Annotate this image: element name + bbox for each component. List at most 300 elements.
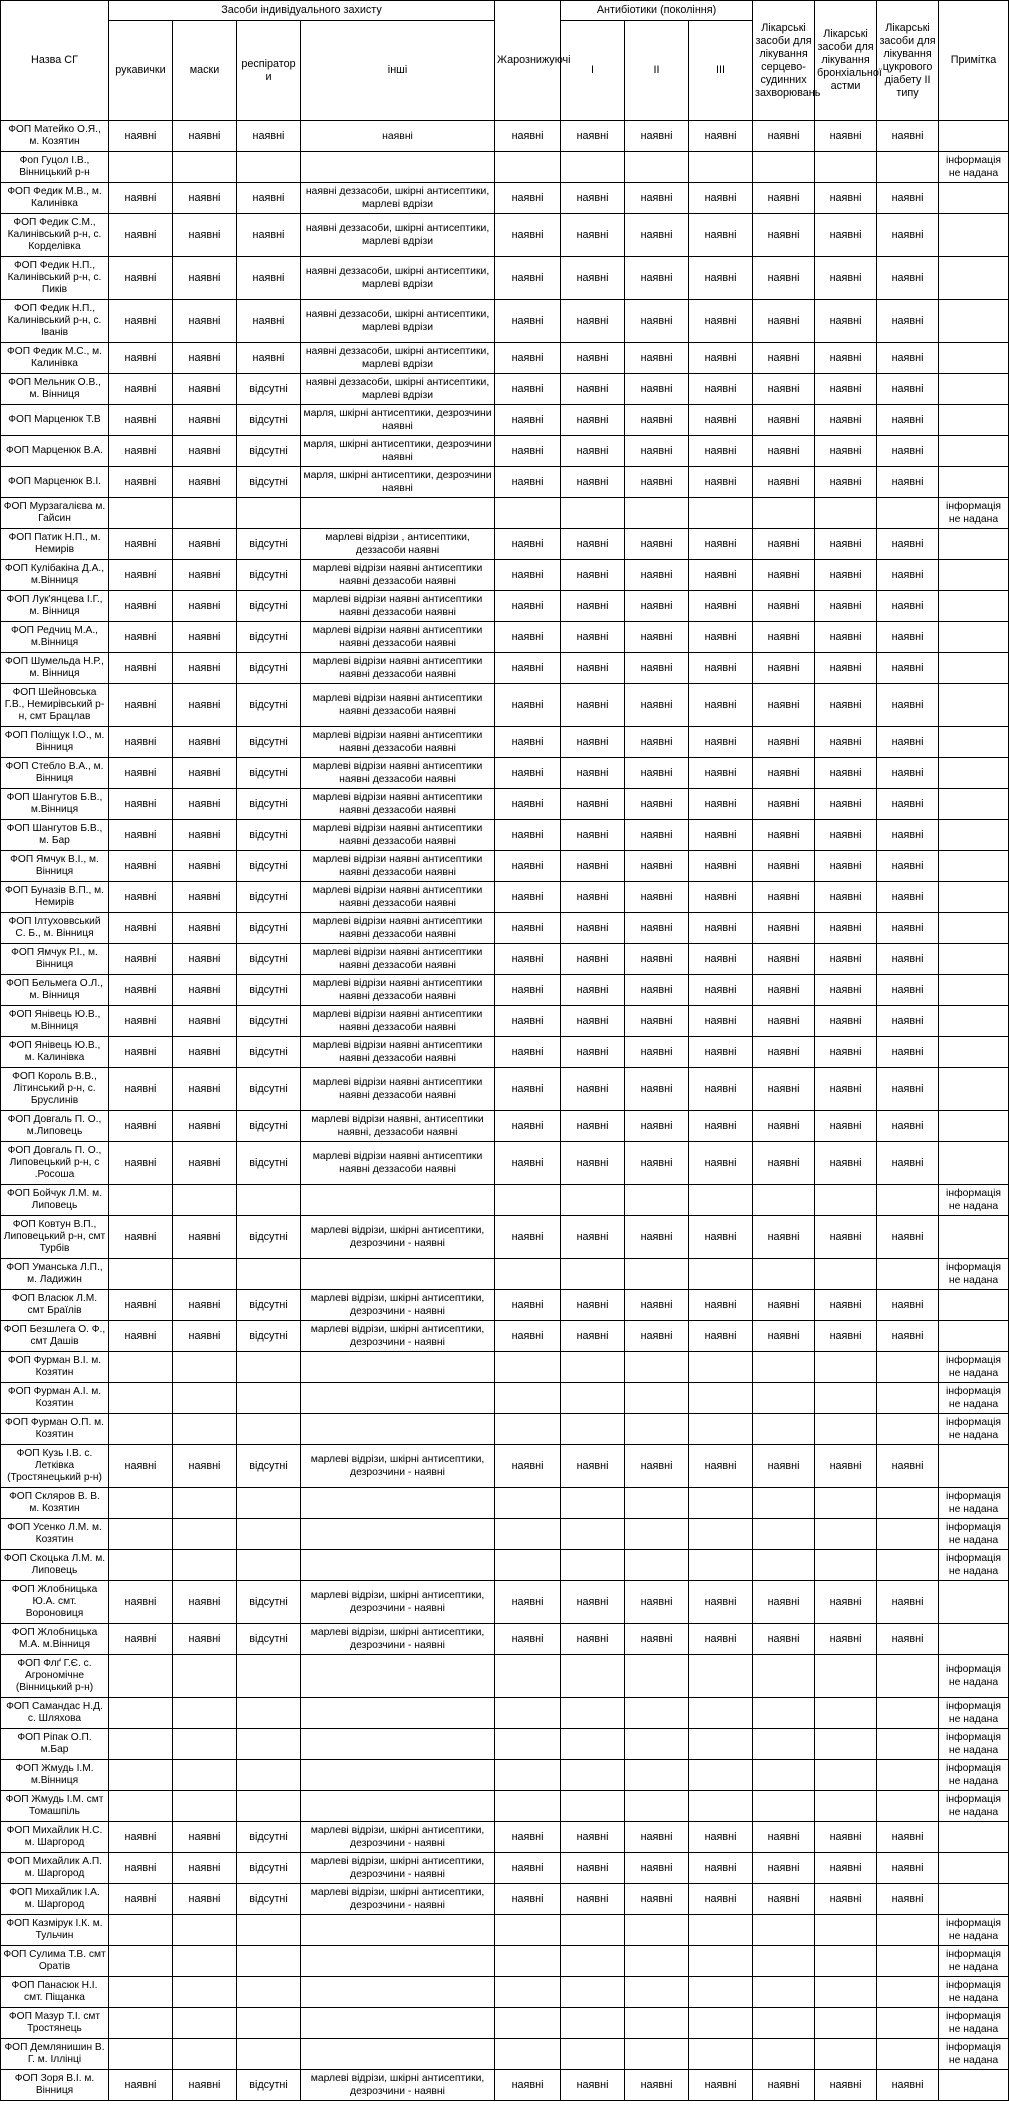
cell-other: наявні деззасоби, шкірні антисептики, марлеві вдрізи — [301, 374, 495, 405]
cell-cardio: наявні — [753, 653, 815, 684]
cell-antibiotics-3 — [689, 2008, 753, 2039]
cell-respirators — [237, 1185, 301, 1216]
cell-antipyretic — [495, 1185, 561, 1216]
cell-antibiotics-1 — [561, 498, 625, 529]
cell-respirators — [237, 1550, 301, 1581]
cell-other — [301, 1915, 495, 1946]
cell-antibiotics-2: наявні — [625, 2070, 689, 2101]
cell-diabetes: наявні — [877, 374, 939, 405]
cell-asthma: наявні — [815, 300, 877, 343]
cell-asthma — [815, 1550, 877, 1581]
cell-asthma: наявні — [815, 1445, 877, 1488]
cell-antibiotics-1: наявні — [561, 789, 625, 820]
cell-respirators: відсутні — [237, 684, 301, 727]
cell-antibiotics-2: наявні — [625, 1445, 689, 1488]
cell-gloves: наявні — [109, 1853, 173, 1884]
table-row — [1, 1655, 1009, 1698]
table-row — [1, 944, 1009, 975]
cell-diabetes: наявні — [877, 789, 939, 820]
row-name: ФОП Зоря В.І. м. Вінниця — [1, 2070, 109, 2101]
cell-antibiotics-2 — [625, 1185, 689, 1216]
cell-masks: наявні — [173, 1822, 237, 1853]
cell-respirators: наявні — [237, 214, 301, 257]
cell-respirators: відсутні — [237, 1884, 301, 1915]
cell-masks: наявні — [173, 405, 237, 436]
cell-antibiotics-1: наявні — [561, 1853, 625, 1884]
cell-cardio — [753, 1655, 815, 1698]
cell-note: інформація не надана — [939, 2039, 1009, 2070]
cell-note — [939, 560, 1009, 591]
cell-antipyretic: наявні — [495, 1321, 561, 1352]
cell-gloves: наявні — [109, 913, 173, 944]
cell-other — [301, 1977, 495, 2008]
cell-gloves — [109, 1550, 173, 1581]
cell-antibiotics-1 — [561, 1946, 625, 1977]
cell-respirators: відсутні — [237, 374, 301, 405]
cell-gloves — [109, 1259, 173, 1290]
cell-masks: наявні — [173, 851, 237, 882]
cell-antibiotics-3: наявні — [689, 653, 753, 684]
cell-cardio — [753, 1760, 815, 1791]
row-name: ФОП Ковтун В.П., Липовецький р-н, смт Турбів — [1, 1216, 109, 1259]
cell-antipyretic — [495, 498, 561, 529]
cell-antibiotics-1: наявні — [561, 121, 625, 152]
cell-gloves: наявні — [109, 257, 173, 300]
cell-antibiotics-1: наявні — [561, 1111, 625, 1142]
cell-note — [939, 789, 1009, 820]
cell-note — [939, 684, 1009, 727]
cell-masks — [173, 1655, 237, 1698]
cell-cardio — [753, 1729, 815, 1760]
cell-diabetes: наявні — [877, 1037, 939, 1068]
cell-asthma: наявні — [815, 975, 877, 1006]
cell-antibiotics-2: наявні — [625, 300, 689, 343]
cell-cardio: наявні — [753, 1884, 815, 1915]
cell-respirators — [237, 1915, 301, 1946]
cell-note — [939, 882, 1009, 913]
cell-asthma: наявні — [815, 1321, 877, 1352]
cell-asthma: наявні — [815, 405, 877, 436]
cell-antibiotics-3: наявні — [689, 374, 753, 405]
table-row — [1, 591, 1009, 622]
cell-gloves: наявні — [109, 882, 173, 913]
cell-gloves: наявні — [109, 214, 173, 257]
table-row — [1, 1946, 1009, 1977]
row-name: ФОП Марценюк В.А. — [1, 436, 109, 467]
cell-asthma — [815, 1488, 877, 1519]
cell-antibiotics-2: наявні — [625, 684, 689, 727]
cell-antibiotics-2: наявні — [625, 820, 689, 851]
cell-respirators — [237, 2039, 301, 2070]
cell-antibiotics-3: наявні — [689, 343, 753, 374]
cell-antibiotics-3 — [689, 498, 753, 529]
cell-antibiotics-1: наявні — [561, 405, 625, 436]
cell-respirators — [237, 1488, 301, 1519]
table-row — [1, 1884, 1009, 1915]
cell-masks: наявні — [173, 436, 237, 467]
cell-masks: наявні — [173, 913, 237, 944]
cell-antipyretic: наявні — [495, 257, 561, 300]
table-row — [1, 1519, 1009, 1550]
cell-respirators — [237, 1352, 301, 1383]
cell-respirators: відсутні — [237, 405, 301, 436]
cell-diabetes — [877, 2008, 939, 2039]
cell-diabetes: наявні — [877, 684, 939, 727]
table-row — [1, 183, 1009, 214]
cell-note — [939, 436, 1009, 467]
cell-antibiotics-3: наявні — [689, 1111, 753, 1142]
cell-asthma: наявні — [815, 653, 877, 684]
cell-respirators — [237, 1414, 301, 1445]
cell-asthma — [815, 2039, 877, 2070]
cell-note: інформація не надана — [939, 1729, 1009, 1760]
cell-note: інформація не надана — [939, 1259, 1009, 1290]
header-asthma: Лікарські засоби для лікування бронхіальної астми — [815, 1, 877, 121]
cell-gloves — [109, 1352, 173, 1383]
cell-antibiotics-3: наявні — [689, 1321, 753, 1352]
cell-masks — [173, 1519, 237, 1550]
cell-diabetes — [877, 1550, 939, 1581]
table-row — [1, 1550, 1009, 1581]
cell-diabetes: наявні — [877, 1853, 939, 1884]
cell-asthma: наявні — [815, 467, 877, 498]
cell-note: інформація не надана — [939, 1352, 1009, 1383]
cell-antibiotics-3 — [689, 1915, 753, 1946]
cell-antibiotics-1: наявні — [561, 653, 625, 684]
cell-other: марлеві відрізи, шкірні антисептики, дезрозчини - наявні — [301, 1216, 495, 1259]
cell-gloves: наявні — [109, 560, 173, 591]
cell-antibiotics-1 — [561, 152, 625, 183]
cell-antibiotics-1: наявні — [561, 2070, 625, 2101]
cell-antibiotics-3 — [689, 1729, 753, 1760]
cell-antibiotics-2 — [625, 152, 689, 183]
cell-note — [939, 913, 1009, 944]
cell-gloves: наявні — [109, 653, 173, 684]
row-name: ФОП Власюк Л.М. смт Браїлів — [1, 1290, 109, 1321]
table-row — [1, 1037, 1009, 1068]
cell-other: марлеві відрізи наявні антисептики наявні деззасоби наявні — [301, 944, 495, 975]
cell-antipyretic — [495, 1259, 561, 1290]
cell-diabetes: наявні — [877, 1111, 939, 1142]
cell-antibiotics-2: наявні — [625, 944, 689, 975]
cell-antibiotics-1 — [561, 1915, 625, 1946]
cell-respirators: відсутні — [237, 851, 301, 882]
cell-respirators: відсутні — [237, 1142, 301, 1185]
cell-note — [939, 300, 1009, 343]
cell-antibiotics-1: наявні — [561, 684, 625, 727]
cell-diabetes: наявні — [877, 436, 939, 467]
cell-antibiotics-1 — [561, 2039, 625, 2070]
cell-antipyretic: наявні — [495, 1884, 561, 1915]
cell-antibiotics-3: наявні — [689, 436, 753, 467]
cell-respirators: відсутні — [237, 529, 301, 560]
cell-asthma — [815, 1185, 877, 1216]
row-name: ФОП Шейновська Г.В., Немирівський р-н, смт Брацлав — [1, 684, 109, 727]
cell-masks: наявні — [173, 944, 237, 975]
row-name: ФОП Флґ Г.Є. с. Агрономічне (Вінницький р-н) — [1, 1655, 109, 1698]
cell-antibiotics-3: наявні — [689, 1290, 753, 1321]
cell-masks: наявні — [173, 1884, 237, 1915]
cell-cardio — [753, 1259, 815, 1290]
cell-antipyretic: наявні — [495, 789, 561, 820]
cell-note: інформація не надана — [939, 1760, 1009, 1791]
cell-cardio: наявні — [753, 1822, 815, 1853]
cell-antibiotics-1: наявні — [561, 1321, 625, 1352]
cell-antibiotics-2: наявні — [625, 1068, 689, 1111]
cell-masks: наявні — [173, 1142, 237, 1185]
row-name: ФОП Мурзагалієва м. Гайсин — [1, 498, 109, 529]
cell-other: марлеві відрізи , антисептики, деззасоби наявні — [301, 529, 495, 560]
cell-antibiotics-1: наявні — [561, 214, 625, 257]
cell-respirators — [237, 498, 301, 529]
row-name: ФОП Михайлик Н.С. м. Шаргород — [1, 1822, 109, 1853]
cell-respirators: відсутні — [237, 1290, 301, 1321]
cell-masks — [173, 1383, 237, 1414]
cell-other: марлеві відрізи, шкірні антисептики, дезрозчини - наявні — [301, 1884, 495, 1915]
cell-cardio: наявні — [753, 467, 815, 498]
cell-other: марля, шкірні антисептики, дезрозчини наявні — [301, 405, 495, 436]
cell-antibiotics-3: наявні — [689, 1884, 753, 1915]
cell-antibiotics-2: наявні — [625, 789, 689, 820]
cell-asthma: наявні — [815, 622, 877, 653]
cell-cardio: наявні — [753, 374, 815, 405]
table-row — [1, 1445, 1009, 1488]
cell-antipyretic: наявні — [495, 1006, 561, 1037]
row-name: ФОП Жлобницька Ю.А. смт. Вороновиця — [1, 1581, 109, 1624]
cell-cardio: наявні — [753, 789, 815, 820]
cell-note: інформація не надана — [939, 1185, 1009, 1216]
header-note: Примітка — [939, 1, 1009, 121]
cell-cardio: наявні — [753, 257, 815, 300]
cell-antibiotics-2: наявні — [625, 591, 689, 622]
cell-other: марлеві відрізи, шкірні антисептики, дезрозчини - наявні — [301, 1290, 495, 1321]
table-row — [1, 257, 1009, 300]
cell-asthma: наявні — [815, 1884, 877, 1915]
cell-gloves — [109, 2039, 173, 2070]
cell-asthma — [815, 1259, 877, 1290]
cell-antibiotics-1: наявні — [561, 882, 625, 913]
cell-other — [301, 1946, 495, 1977]
cell-gloves — [109, 1915, 173, 1946]
cell-note: інформація не надана — [939, 1977, 1009, 2008]
cell-other — [301, 1698, 495, 1729]
cell-other: марлеві відрізи наявні антисептики наявні деззасоби наявні — [301, 913, 495, 944]
cell-cardio: наявні — [753, 975, 815, 1006]
cell-antibiotics-2: наявні — [625, 1884, 689, 1915]
cell-cardio — [753, 1698, 815, 1729]
cell-antibiotics-3: наявні — [689, 727, 753, 758]
cell-antipyretic: наявні — [495, 727, 561, 758]
cell-antibiotics-2 — [625, 1352, 689, 1383]
row-name: ФОП Поліщук І.О., м. Вінниця — [1, 727, 109, 758]
cell-note — [939, 944, 1009, 975]
cell-respirators: відсутні — [237, 622, 301, 653]
row-name: ФОП Кузь І.В. с. Летківка (Тростянецький р-н) — [1, 1445, 109, 1488]
cell-respirators: відсутні — [237, 758, 301, 789]
cell-asthma — [815, 1791, 877, 1822]
cell-respirators — [237, 1519, 301, 1550]
cell-cardio — [753, 1519, 815, 1550]
cell-respirators: відсутні — [237, 560, 301, 591]
table-row — [1, 1488, 1009, 1519]
cell-gloves — [109, 1729, 173, 1760]
row-name: ФОП Панасюк Н.І. смт. Піщанка — [1, 1977, 109, 2008]
cell-antibiotics-3 — [689, 1791, 753, 1822]
cell-antibiotics-3 — [689, 1352, 753, 1383]
table-row — [1, 851, 1009, 882]
cell-cardio: наявні — [753, 1006, 815, 1037]
row-name: ФОП Федик С.М., Калинівський р-н, с. Корделівка — [1, 214, 109, 257]
cell-asthma: наявні — [815, 591, 877, 622]
cell-diabetes: наявні — [877, 183, 939, 214]
cell-antibiotics-2: наявні — [625, 622, 689, 653]
row-name: ФОП Фурман В.І. м. Козятин — [1, 1352, 109, 1383]
cell-diabetes — [877, 1729, 939, 1760]
cell-antibiotics-3 — [689, 1698, 753, 1729]
cell-antipyretic — [495, 1488, 561, 1519]
cell-diabetes: наявні — [877, 727, 939, 758]
cell-other: наявні деззасоби, шкірні антисептики, марлеві вдрізи — [301, 343, 495, 374]
cell-diabetes: наявні — [877, 300, 939, 343]
cell-diabetes: наявні — [877, 214, 939, 257]
cell-gloves — [109, 1760, 173, 1791]
cell-gloves: наявні — [109, 975, 173, 1006]
cell-antipyretic: наявні — [495, 343, 561, 374]
cell-antibiotics-2: наявні — [625, 1142, 689, 1185]
cell-antibiotics-1: наявні — [561, 436, 625, 467]
cell-diabetes: наявні — [877, 820, 939, 851]
cell-antipyretic: наявні — [495, 1037, 561, 1068]
cell-antipyretic — [495, 1915, 561, 1946]
cell-gloves: наявні — [109, 343, 173, 374]
cell-other — [301, 1655, 495, 1698]
table-row — [1, 1760, 1009, 1791]
cell-asthma — [815, 1977, 877, 2008]
cell-gloves: наявні — [109, 1216, 173, 1259]
header-ppe-group: Засоби індивідуального захисту — [109, 1, 495, 21]
cell-cardio: наявні — [753, 1290, 815, 1321]
cell-masks: наявні — [173, 2070, 237, 2101]
cell-cardio — [753, 152, 815, 183]
cell-respirators: відсутні — [237, 975, 301, 1006]
cell-asthma: наявні — [815, 2070, 877, 2101]
cell-antibiotics-1 — [561, 1698, 625, 1729]
cell-masks — [173, 2008, 237, 2039]
table-row — [1, 758, 1009, 789]
cell-masks: наявні — [173, 467, 237, 498]
table-row — [1, 1729, 1009, 1760]
cell-note: інформація не надана — [939, 1655, 1009, 1698]
cell-antibiotics-3: наявні — [689, 1216, 753, 1259]
row-name: ФОП Король В.В., Літинський р-н, с. Бруслинів — [1, 1068, 109, 1111]
cell-antibiotics-2: наявні — [625, 851, 689, 882]
cell-gloves: наявні — [109, 1624, 173, 1655]
cell-antibiotics-1: наявні — [561, 343, 625, 374]
cell-masks — [173, 498, 237, 529]
cell-diabetes: наявні — [877, 1068, 939, 1111]
cell-asthma — [815, 1414, 877, 1445]
cell-antibiotics-1: наявні — [561, 758, 625, 789]
cell-diabetes: наявні — [877, 851, 939, 882]
cell-respirators: відсутні — [237, 727, 301, 758]
cell-other — [301, 1414, 495, 1445]
cell-note: інформація не надана — [939, 2008, 1009, 2039]
cell-other: наявні деззасоби, шкірні антисептики, марлеві вдрізи — [301, 257, 495, 300]
cell-antipyretic: наявні — [495, 684, 561, 727]
cell-gloves — [109, 1383, 173, 1414]
cell-note — [939, 467, 1009, 498]
cell-cardio: наявні — [753, 684, 815, 727]
cell-masks — [173, 1698, 237, 1729]
cell-antipyretic: наявні — [495, 121, 561, 152]
cell-note — [939, 1006, 1009, 1037]
cell-cardio: наявні — [753, 214, 815, 257]
cell-diabetes: наявні — [877, 1216, 939, 1259]
cell-antibiotics-1 — [561, 1414, 625, 1445]
cell-antibiotics-2 — [625, 1791, 689, 1822]
cell-antibiotics-3: наявні — [689, 214, 753, 257]
cell-respirators — [237, 2008, 301, 2039]
cell-antibiotics-2 — [625, 1946, 689, 1977]
cell-antibiotics-2 — [625, 1414, 689, 1445]
cell-antibiotics-1 — [561, 1760, 625, 1791]
cell-note — [939, 1853, 1009, 1884]
table-row — [1, 653, 1009, 684]
cell-gloves: наявні — [109, 1037, 173, 1068]
cell-asthma: наявні — [815, 1142, 877, 1185]
cell-masks: наявні — [173, 1853, 237, 1884]
cell-note — [939, 1581, 1009, 1624]
cell-masks — [173, 1185, 237, 1216]
cell-diabetes — [877, 2039, 939, 2070]
row-name: ФОП Федик М.С., м. Калинівка — [1, 343, 109, 374]
cell-asthma: наявні — [815, 820, 877, 851]
cell-gloves — [109, 1946, 173, 1977]
header-antibiotics-group: Антибіотики (покоління) — [561, 1, 753, 21]
cell-antibiotics-1 — [561, 1519, 625, 1550]
cell-asthma: наявні — [815, 1581, 877, 1624]
cell-masks — [173, 1729, 237, 1760]
cell-masks: наявні — [173, 1006, 237, 1037]
cell-gloves: наявні — [109, 851, 173, 882]
cell-other — [301, 1185, 495, 1216]
cell-masks — [173, 1259, 237, 1290]
cell-respirators: відсутні — [237, 1853, 301, 1884]
cell-other: марлеві відрізи, шкірні антисептики, дезрозчини - наявні — [301, 2070, 495, 2101]
cell-antipyretic: наявні — [495, 1853, 561, 1884]
cell-cardio: наявні — [753, 820, 815, 851]
table-row — [1, 121, 1009, 152]
cell-antibiotics-1 — [561, 1185, 625, 1216]
row-name: ФОП Михайлик І.А. м. Шаргород — [1, 1884, 109, 1915]
cell-antibiotics-2: наявні — [625, 560, 689, 591]
table-row — [1, 529, 1009, 560]
cell-diabetes: наявні — [877, 257, 939, 300]
cell-note: інформація не надана — [939, 1946, 1009, 1977]
cell-antibiotics-2: наявні — [625, 467, 689, 498]
cell-antibiotics-3: наявні — [689, 944, 753, 975]
row-name: ФОП Федик Н.П., Калинівський р-н, с. Іванів — [1, 300, 109, 343]
cell-asthma — [815, 1352, 877, 1383]
cell-antipyretic: наявні — [495, 1142, 561, 1185]
cell-diabetes — [877, 152, 939, 183]
cell-cardio — [753, 498, 815, 529]
cell-cardio: наявні — [753, 1624, 815, 1655]
cell-antipyretic — [495, 152, 561, 183]
cell-other: марлеві відрізи наявні антисептики наявні деззасоби наявні — [301, 789, 495, 820]
cell-antipyretic: наявні — [495, 758, 561, 789]
cell-asthma — [815, 152, 877, 183]
